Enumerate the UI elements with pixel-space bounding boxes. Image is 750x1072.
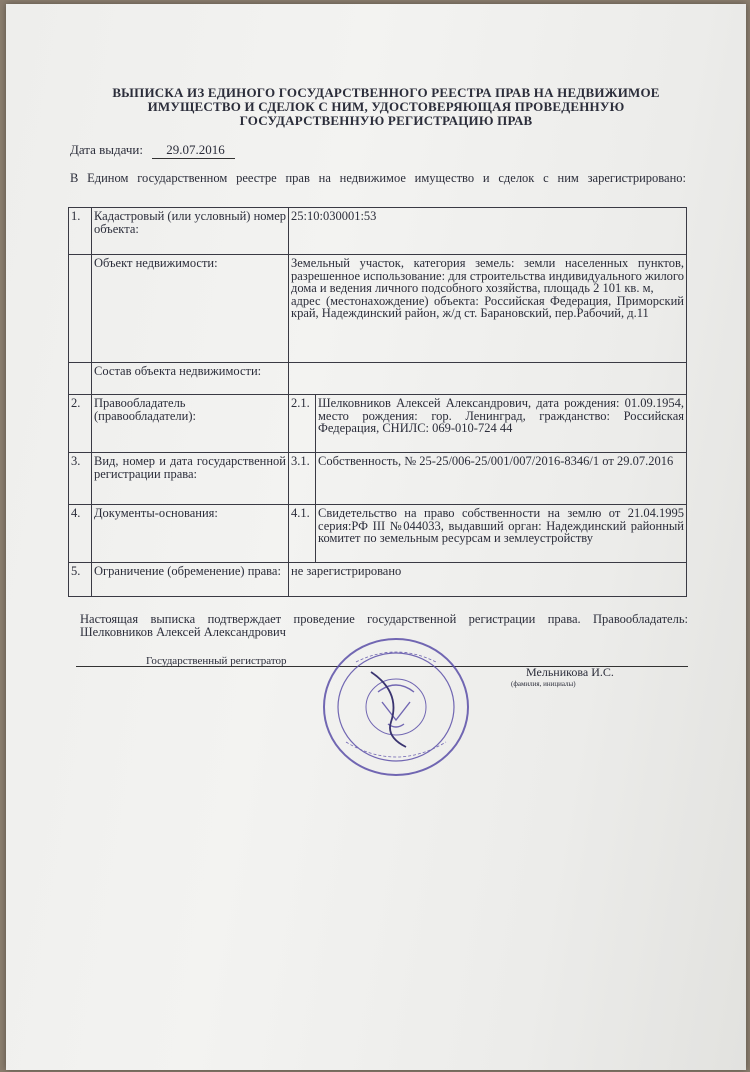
row-label: Кадастровый (или условный) номер объекта:: [92, 208, 289, 255]
basis-document: Свидетельство на право собственности на землю от 21.04.1995 серия:РФ III №044033, выдавший орган: Надеждинский районный комитет по земельным ресурсам и землеустройству: [316, 505, 687, 563]
official-stamp-icon: [316, 632, 476, 782]
right-holder: Шелковников Алексей Александрович, дата рождения: 01.09.1954, место рождения: гор. Ленинград, гражданство: Российская Федерация, СНИЛС: 069-010-724 44: [316, 395, 687, 453]
row-label: Состав объекта недвижимости:: [92, 363, 289, 395]
registrar-title: Государственный регистратор: [146, 655, 287, 667]
row-number: [69, 363, 92, 395]
table-row: [69, 255, 687, 363]
row-number: [69, 255, 92, 363]
row-subnumber: 2.1.: [289, 395, 316, 453]
table-row: [69, 563, 687, 597]
row-label: Вид, номер и дата государственной регистрации права:: [92, 453, 289, 505]
issue-date-label: Дата выдачи:: [70, 142, 144, 157]
row-label: Объект недвижимости:: [92, 255, 289, 363]
row-number: 2.: [69, 395, 92, 453]
row-subnumber: 3.1.: [289, 453, 316, 505]
registrar-name: Мельникова И.С.: [526, 665, 614, 679]
issue-date-value: 29.07.2016: [152, 142, 235, 159]
table-row: [69, 363, 687, 395]
row-number: 3.: [69, 453, 92, 505]
cadastral-number: 25:10:030001:53: [289, 208, 687, 255]
object-description: [289, 255, 687, 363]
row-number: 4.: [69, 505, 92, 563]
table-row: [69, 453, 687, 505]
row-number: 1.: [69, 208, 92, 255]
registry-table: [68, 207, 687, 597]
document-title: ВЫПИСКА ИЗ ЕДИНОГО ГОСУДАРСТВЕННОГО РЕЕСТРА ПРАВ НА НЕДВИЖИМОЕ ИМУЩЕСТВО И СДЕЛОК С НИМ, УДОСТОВЕРЯЮЩАЯ ПРОВЕДЕННУЮ ГОСУДАРСТВЕННУЮ РЕГИСТРАЦИЮ ПРАВ: [112, 85, 660, 128]
intro-text: В Едином государственном реестре прав на недвижимое имущество и сделок с ним зарегистрировано:: [70, 171, 686, 185]
confirmation-text: Настоящая выписка подтверждает проведение государственной регистрации права. Правообладатель: Шелковников Алексей Александрович: [80, 612, 688, 639]
document-sheet: [6, 4, 746, 1070]
registration-record: Собственность, № 25-25/006-25/001/007/2016-8346/1 от 29.07.2016: [316, 453, 687, 505]
row-subnumber: 4.1.: [289, 505, 316, 563]
row-label: Документы-основания:: [92, 505, 289, 563]
name-hint: (фамилия, инициалы): [511, 680, 576, 688]
issue-date-line: [70, 142, 235, 159]
encumbrance-value: не зарегистрировано: [289, 563, 687, 597]
table-row: [69, 395, 687, 453]
row-number: 5.: [69, 563, 92, 597]
row-label: Правообладатель (правообладатели):: [92, 395, 289, 453]
row-label: Ограничение (обременение) права:: [92, 563, 289, 597]
object-composition: [289, 363, 687, 395]
object-address-text: адрес (местонахождение) объекта: Российская Федерация, Приморский край, Надеждинский район, ж/д ст. Барановский, пер.Рабочий, д.11: [291, 293, 684, 320]
object-description-text: Земельный участок, категория земель: земли населенных пунктов, разрешенное использование: для строительства индивидуального жилого дома и ведения личного подсобного хозяйства, площадь 2 101 кв. м,: [291, 256, 684, 295]
table-row: [69, 505, 687, 563]
table-row: [69, 208, 687, 255]
